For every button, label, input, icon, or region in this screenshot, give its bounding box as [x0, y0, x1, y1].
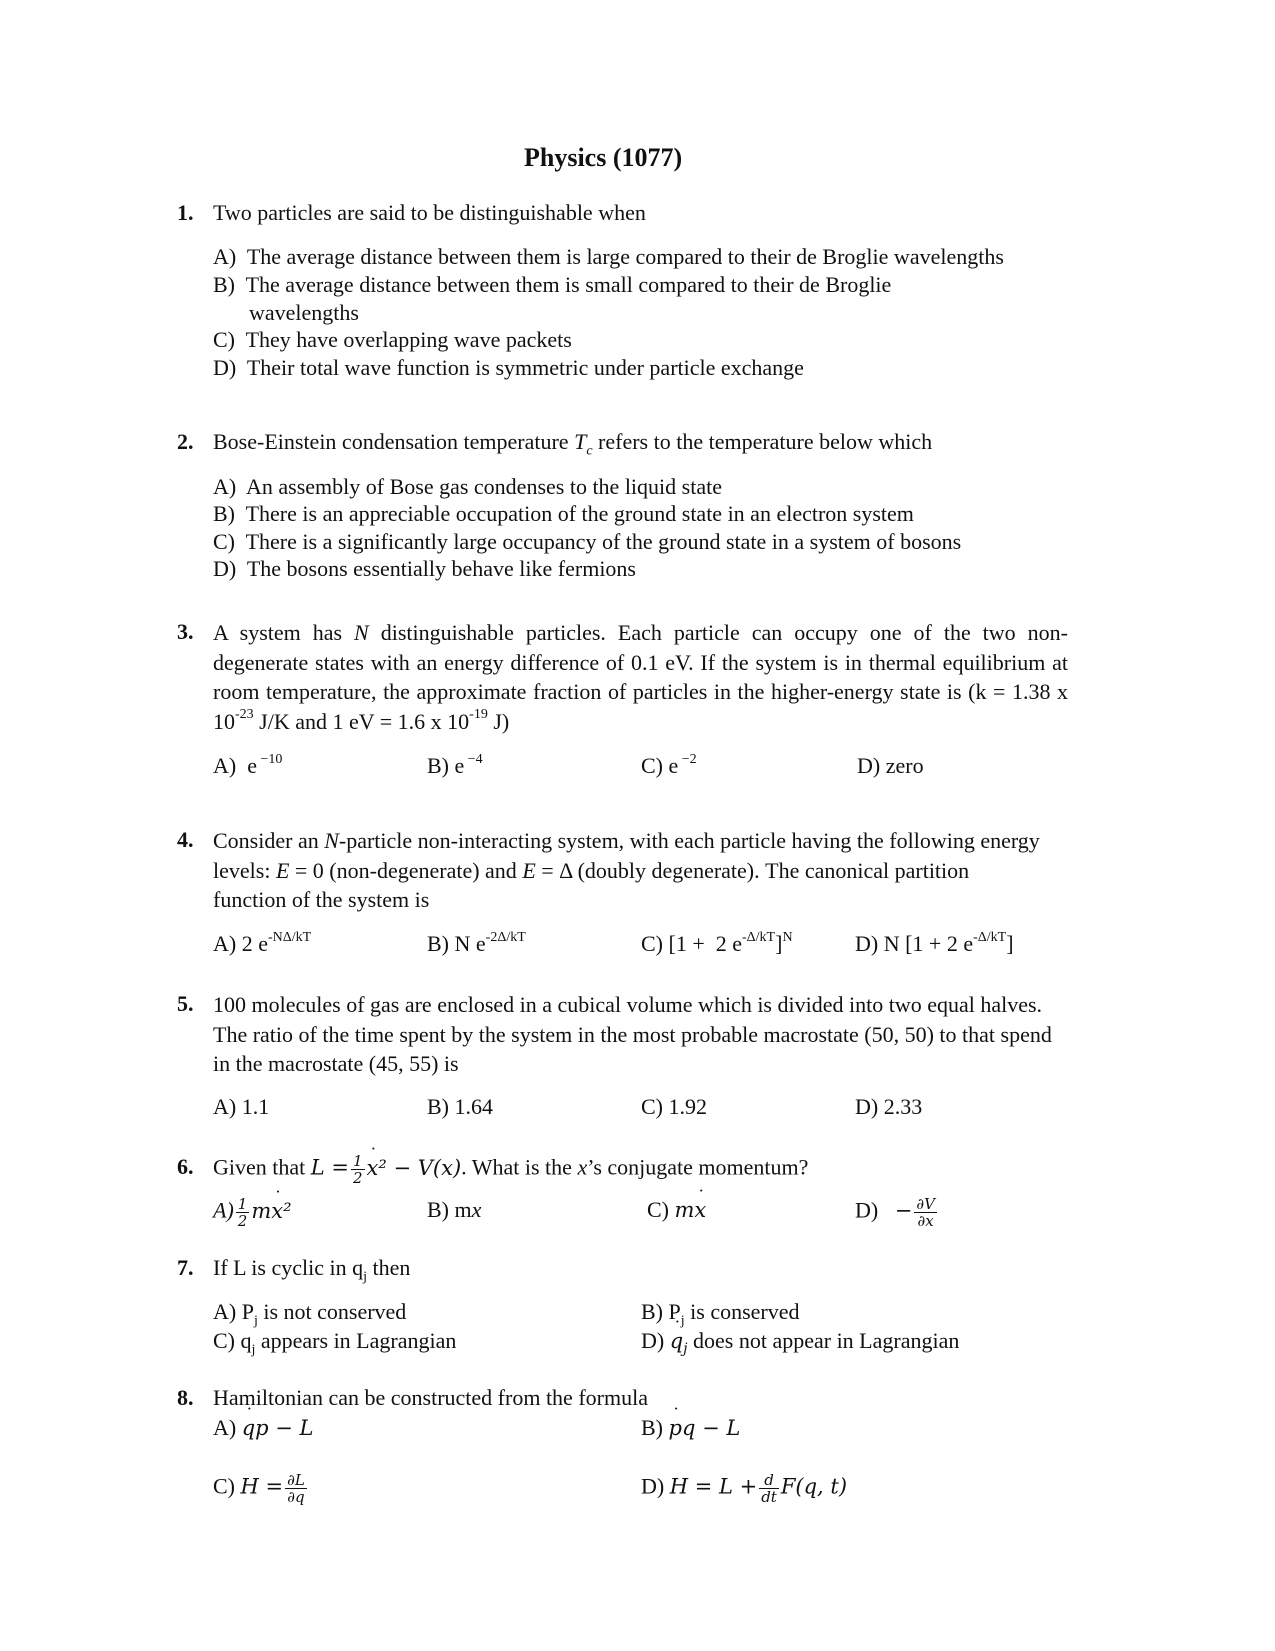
question-7-option-b: B) $P_j$ is conserved	[641, 1299, 800, 1329]
question-4-option-d: D) N [1 + 2 $e^{-\Delta/kT}$]	[855, 929, 1014, 956]
question-7-number: 7.	[177, 1255, 194, 1280]
question-6-option-a: A) $\frac{1}{2}$ mx ˙²	[213, 1196, 292, 1229]
question-5-option-b: B) 1.64	[427, 1094, 493, 1119]
question-8-option-a: A) q ˙p − L	[213, 1414, 314, 1442]
question-2-option-d: D) The bosons essentially behave like fermions	[213, 556, 636, 581]
question-6-option-b: B) mx	[427, 1197, 482, 1222]
question-4-number: 4.	[177, 827, 194, 852]
question-3-number: 3.	[177, 619, 194, 644]
question-1-option-b: B) The average distance between them is small compared to their de Broglie	[213, 272, 892, 297]
question-4-text: Consider an N-particle non-interacting system, with each particle having the following energy levels: E = 0 (non-degenerate) and E = Δ (doubly degenerate). The canonical partition function of the system is	[213, 828, 1040, 912]
question-3-text: A system has N distinguishable particles. Each particle can occupy one of the two non-degenerate states with an energy difference of 0.1 eV. If the system is in thermal equilibrium at room temperature, the approximate fraction of particles in the higher-energy state is (k = 1.38 x $10^{-23}$ J/K and 1 eV = 1.6 x $10^{-19}$ J)	[213, 620, 1068, 734]
question-1-option-c: C) They have overlapping wave packets	[213, 327, 572, 352]
question-8-option-d: D) H = L + $\frac{d}{dt}$ F(q, t)	[641, 1471, 848, 1506]
question-6-number: 6.	[177, 1154, 194, 1179]
question-1-text: Two particles are said to be distinguishable when	[213, 200, 646, 225]
question-5-number: 5.	[177, 991, 194, 1016]
question-2-option-c: C) There is a significantly large occupancy of the ground state in a system of bosons	[213, 529, 962, 554]
question-2-text: Bose-Einstein condensation temperature $T_c$ refers to the temperature below which	[213, 429, 933, 459]
question-7-text: If L is cyclic in $q_j$ then	[213, 1255, 411, 1285]
question-5-option-d: D) 2.33	[855, 1094, 923, 1119]
question-7-option-c: C) $q_j$ appears in Lagrangian	[213, 1328, 457, 1358]
page-title: Physics (1077)	[524, 143, 683, 172]
question-2-option-b: B) There is an appreciable occupation of the ground state in an electron system	[213, 501, 914, 526]
question-8-option-c: C) H = $\frac{\partial L}{\partial q}$	[213, 1471, 305, 1506]
question-4-option-b: B) N $e^{-2\Delta/kT}$	[427, 929, 526, 956]
question-8-number: 8.	[177, 1385, 194, 1410]
question-2-number: 2.	[177, 429, 194, 454]
question-7-option-a: A) $P_j$ is not conserved	[213, 1299, 407, 1329]
question-6-option-c: C) mx ˙	[647, 1196, 706, 1224]
question-6-text: Given that L = $\frac{1}{2}$ x ˙² − V(x). What is the x’s conjugate momentum?	[213, 1153, 808, 1186]
question-3-option-a: A) e $^{-10}$	[213, 751, 283, 778]
question-1-option-a: A) The average distance between them is large compared to their de Broglie wavelengths	[213, 244, 1004, 269]
question-5-text: 100 molecules of gas are enclosed in a cubical volume which is divided into two equal halves. The ratio of the time spent by the system in the most probable macrostate (50, 50) to that spend in the macrostate (45, 55) is	[213, 992, 1052, 1076]
question-6-option-d: D) − $\frac{\partial V}{\partial x}$	[855, 1195, 935, 1230]
question-1-option-d: D) Their total wave function is symmetric under particle exchange	[213, 355, 804, 380]
question-3-option-d: D) zero	[857, 753, 924, 778]
question-4-option-a: A) 2 $e^{-N\Delta/kT}$	[213, 929, 312, 956]
question-1-option-b-cont: wavelengths	[249, 300, 359, 325]
question-8-option-b: B) p ˙q − L	[641, 1414, 740, 1442]
question-1-number: 1.	[177, 200, 194, 225]
question-3-option-c: C) e $^{-2}$	[641, 751, 697, 778]
question-5-option-c: C) 1.92	[641, 1094, 707, 1119]
question-4-option-c: C) [1 + 2 $e^{-\Delta/kT}]^N$	[641, 929, 793, 956]
question-2-option-a: A) An assembly of Bose gas condenses to the liquid state	[213, 474, 722, 499]
question-5-option-a: A) 1.1	[213, 1094, 270, 1119]
question-3-option-b: B) e $^{-4}$	[427, 751, 483, 778]
question-8-text: Hamiltonian can be constructed from the formula	[213, 1385, 648, 1410]
question-7-option-d: D) q $˙_j$ does not appear in Lagrangian	[641, 1327, 959, 1355]
